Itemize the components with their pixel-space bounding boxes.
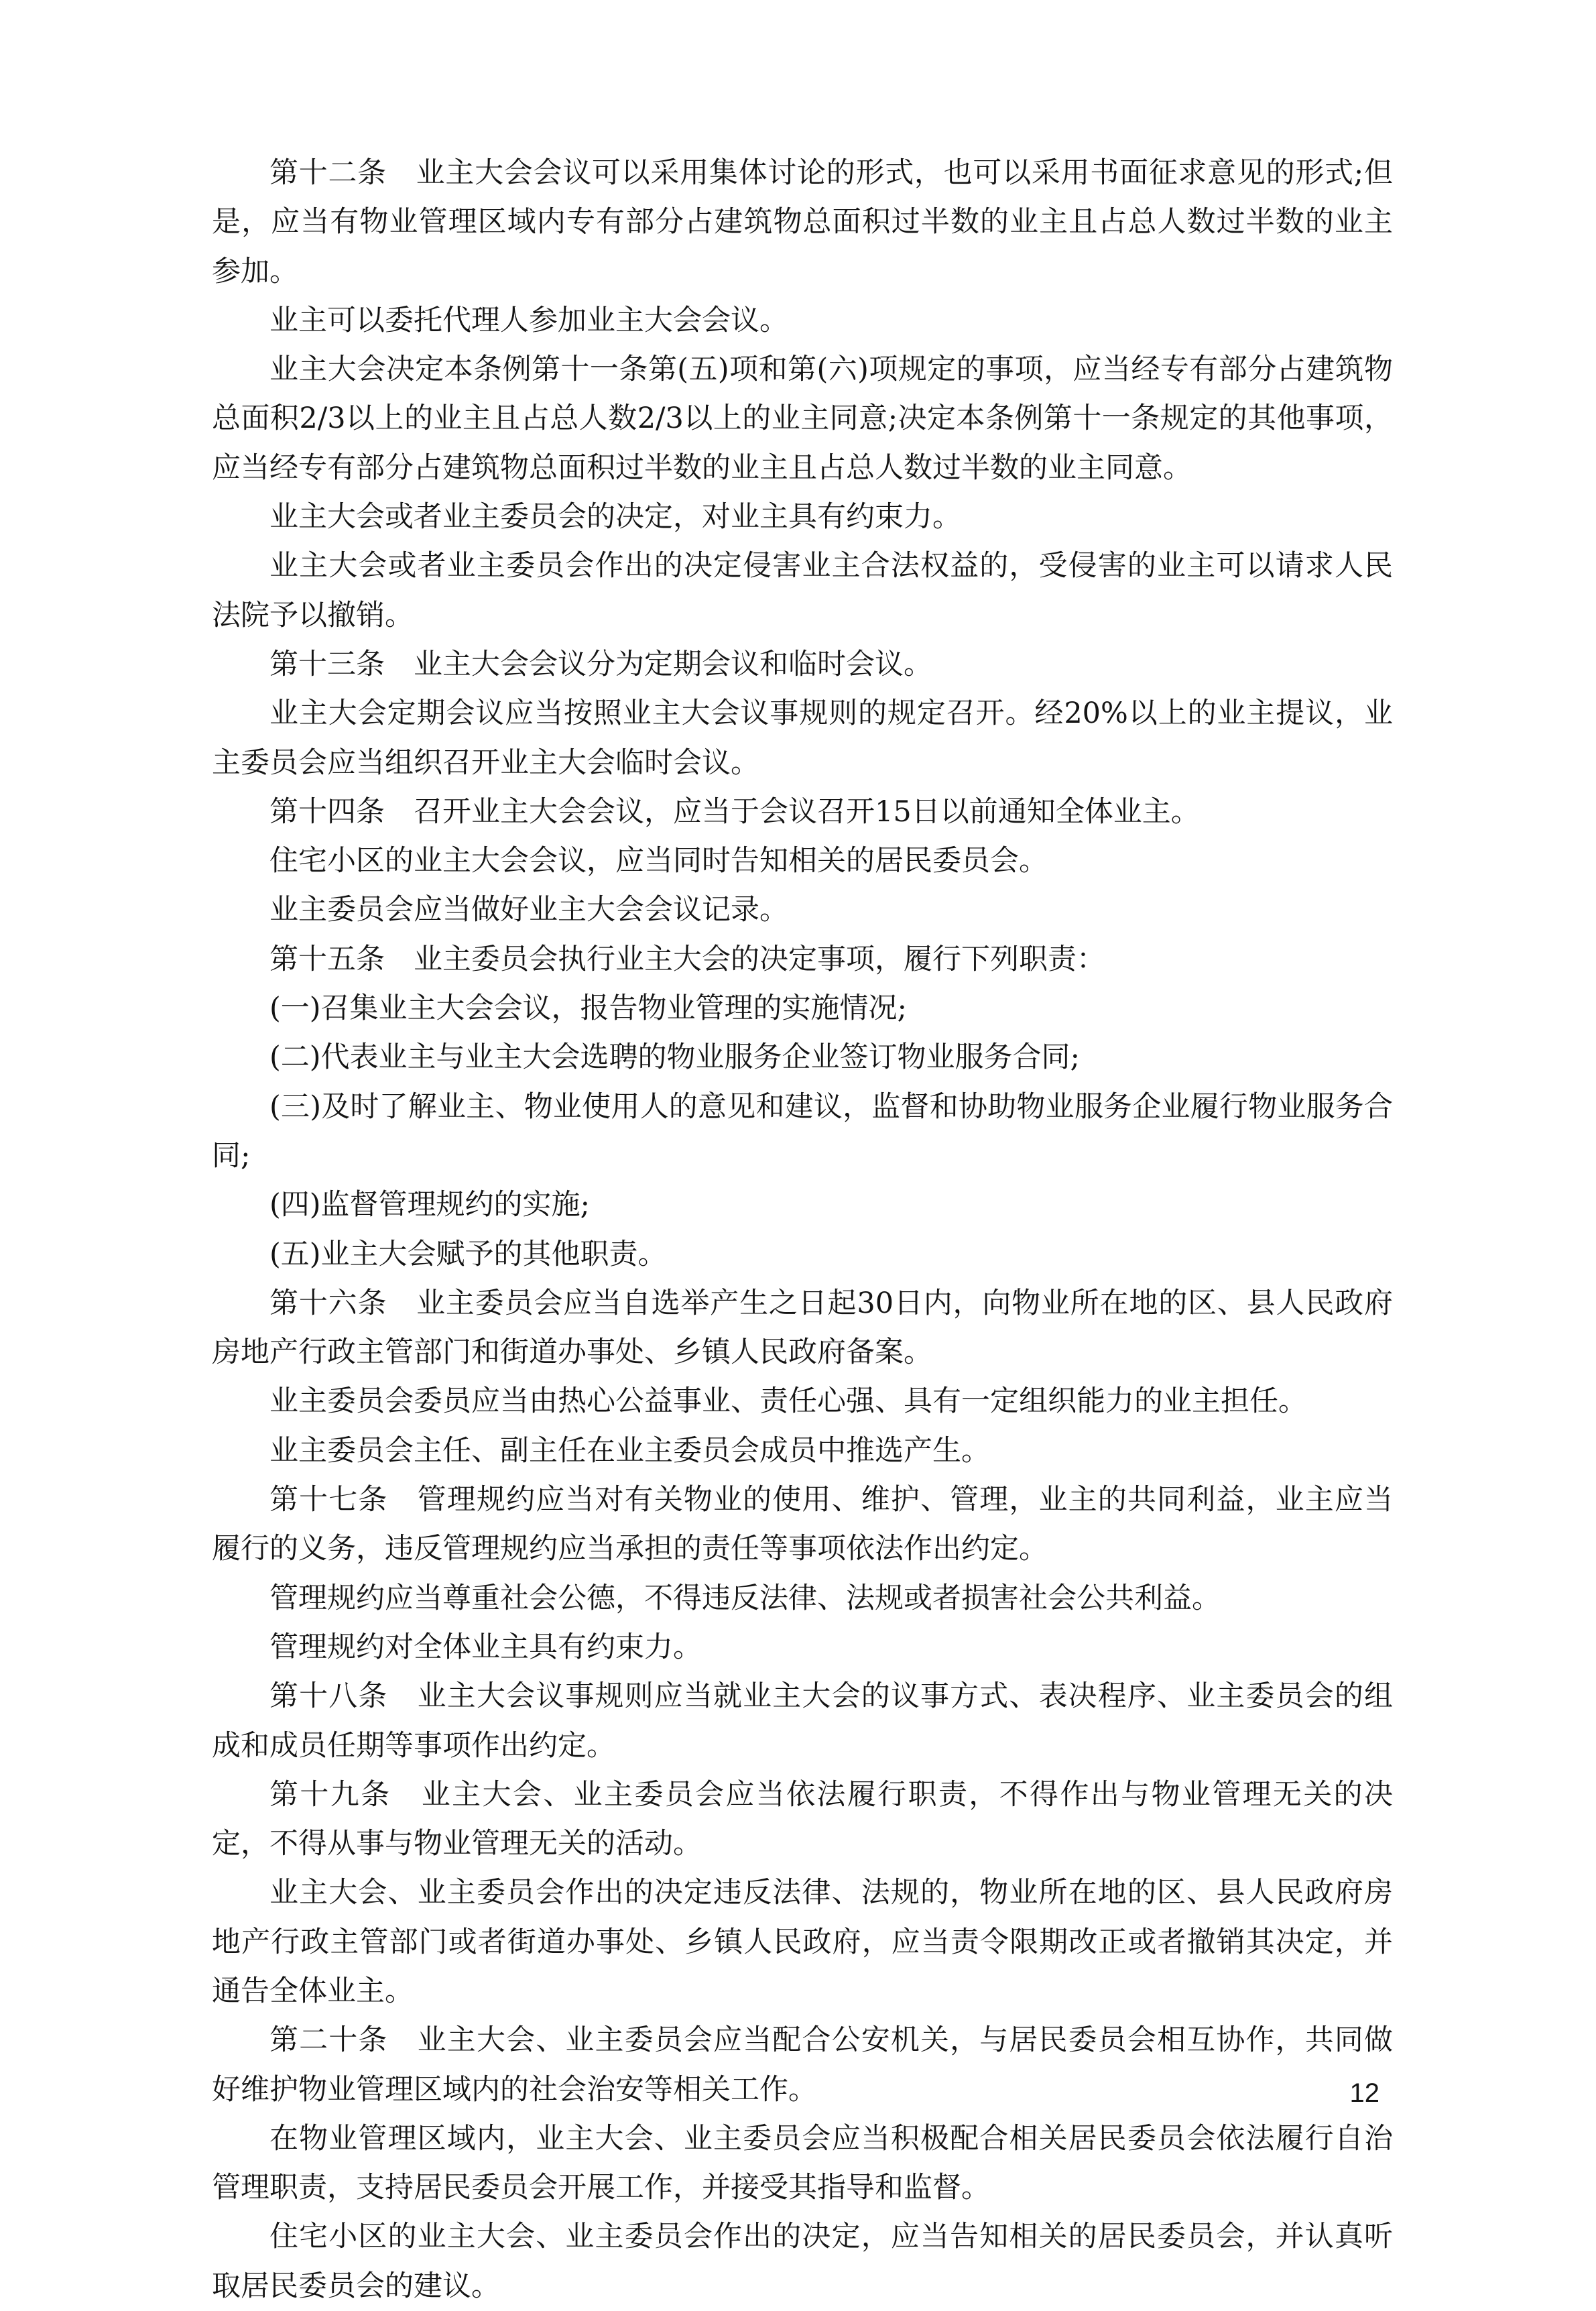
- paragraph: 业主委员会应当做好业主大会会议记录。: [269, 893, 788, 927]
- paragraph: 业主大会或者业主委员会的决定，对业主具有约束力。: [269, 500, 961, 534]
- paragraph: (三)及时了解业主、物业使用人的意见和建议，监督和协助物业服务企业履行物业服务合同;: [212, 1089, 1393, 1173]
- paragraph: 第十九条 业主大会、业主委员会应当依法履行职责，不得作出与物业管理无关的决定，不得从事与物业管理无关的活动。: [212, 1777, 1393, 1861]
- paragraph: 在物业管理区域内，业主大会、业主委员会应当积极配合相关居民委员会依法履行自治管理职责，支持居民委员会开展工作，并接受其指导和监督。: [212, 2121, 1393, 2205]
- paragraph: 第十六条 业主委员会应当自选举产生之日起30日内，向物业所在地的区、县人民政府房地产行政主管部门和街道办事处、乡镇人民政府备案。: [212, 1286, 1393, 1370]
- paragraph: 第十八条 业主大会议事规则应当就业主大会的议事方式、表决程序、业主委员会的组成和成员任期等事项作出约定。: [212, 1679, 1393, 1763]
- paragraph: 业主大会定期会议应当按照业主大会议事规则的规定召开。经20%以上的业主提议，业主委员会应当组织召开业主大会临时会议。: [212, 697, 1393, 780]
- paragraph: 第十五条 业主委员会执行业主大会的决定事项，履行下列职责：: [269, 942, 1105, 976]
- paragraph: 住宅小区的业主大会、业主委员会作出的决定，应当告知相关的居民委员会，并认真听取居民委员会的建议。: [212, 2220, 1393, 2303]
- paragraph: 第十七条 管理规约应当对有关物业的使用、维护、管理，业主的共同利益，业主应当履行的义务，违反管理规约应当承担的责任等事项依法作出约定。: [212, 1483, 1393, 1566]
- paragraph: (四)监督管理规约的实施;: [269, 1188, 591, 1222]
- paragraph: 第十二条 业主大会会议可以采用集体讨论的形式，也可以采用书面征求意见的形式;但是，应当有物业管理区域内专有部分占建筑物总面积过半数的业主且占总人数过半数的业主参加。: [212, 156, 1393, 288]
- body-text: [212, 149, 1393, 2311]
- paragraph: (二)代表业主与业主大会选聘的物业服务企业签订物业服务合同;: [269, 1041, 1081, 1075]
- paragraph: 业主大会、业主委员会作出的决定违反法律、法规的，物业所在地的区、县人民政府房地产行政主管部门或者街道办事处、乡镇人民政府，应当责令限期改正或者撤销其决定，并通告全体业主。: [212, 1876, 1393, 2008]
- paragraph: 业主大会或者业主委员会作出的决定侵害业主合法权益的，受侵害的业主可以请求人民法院予以撤销。: [212, 549, 1393, 632]
- page-number: 12: [1349, 2078, 1379, 2108]
- paragraph: (一)召集业主大会会议，报告物业管理的实施情况;: [269, 992, 908, 1026]
- paragraph: 第十四条 召开业主大会会议，应当于会议召开15日以前通知全体业主。: [269, 794, 1200, 829]
- paragraph: 业主可以委托代理人参加业主大会会议。: [269, 303, 788, 337]
- paragraph: (五)业主大会赋予的其他职责。: [269, 1237, 667, 1271]
- paragraph: 住宅小区的业主大会会议，应当同时告知相关的居民委员会。: [269, 844, 1048, 878]
- paragraph: 管理规约应当尊重社会公德，不得违反法律、法规或者损害社会公共利益。: [269, 1581, 1221, 1615]
- paragraph: 业主委员会委员应当由热心公益事业、责任心强、具有一定组织能力的业主担任。: [269, 1384, 1307, 1419]
- paragraph: 管理规约对全体业主具有约束力。: [269, 1630, 702, 1664]
- paragraph: 业主大会决定本条例第十一条第(五)项和第(六)项规定的事项，应当经专有部分占建筑物总面积2/3以上的业主且占总人数2/3以上的业主同意;决定本条例第十一条规定的其他事项，应当经专有部分占建筑物总面积过半数的业主且占总人数过半数的业主同意。: [212, 353, 1393, 485]
- paragraph: 第二十条 业主大会、业主委员会应当配合公安机关，与居民委员会相互协作，共同做好维护物业管理区域内的社会治安等相关工作。: [212, 2023, 1393, 2107]
- paragraph: 第十三条 业主大会会议分为定期会议和临时会议。: [269, 647, 932, 681]
- paragraph: 业主委员会主任、副主任在业主委员会成员中推选产生。: [269, 1433, 990, 1468]
